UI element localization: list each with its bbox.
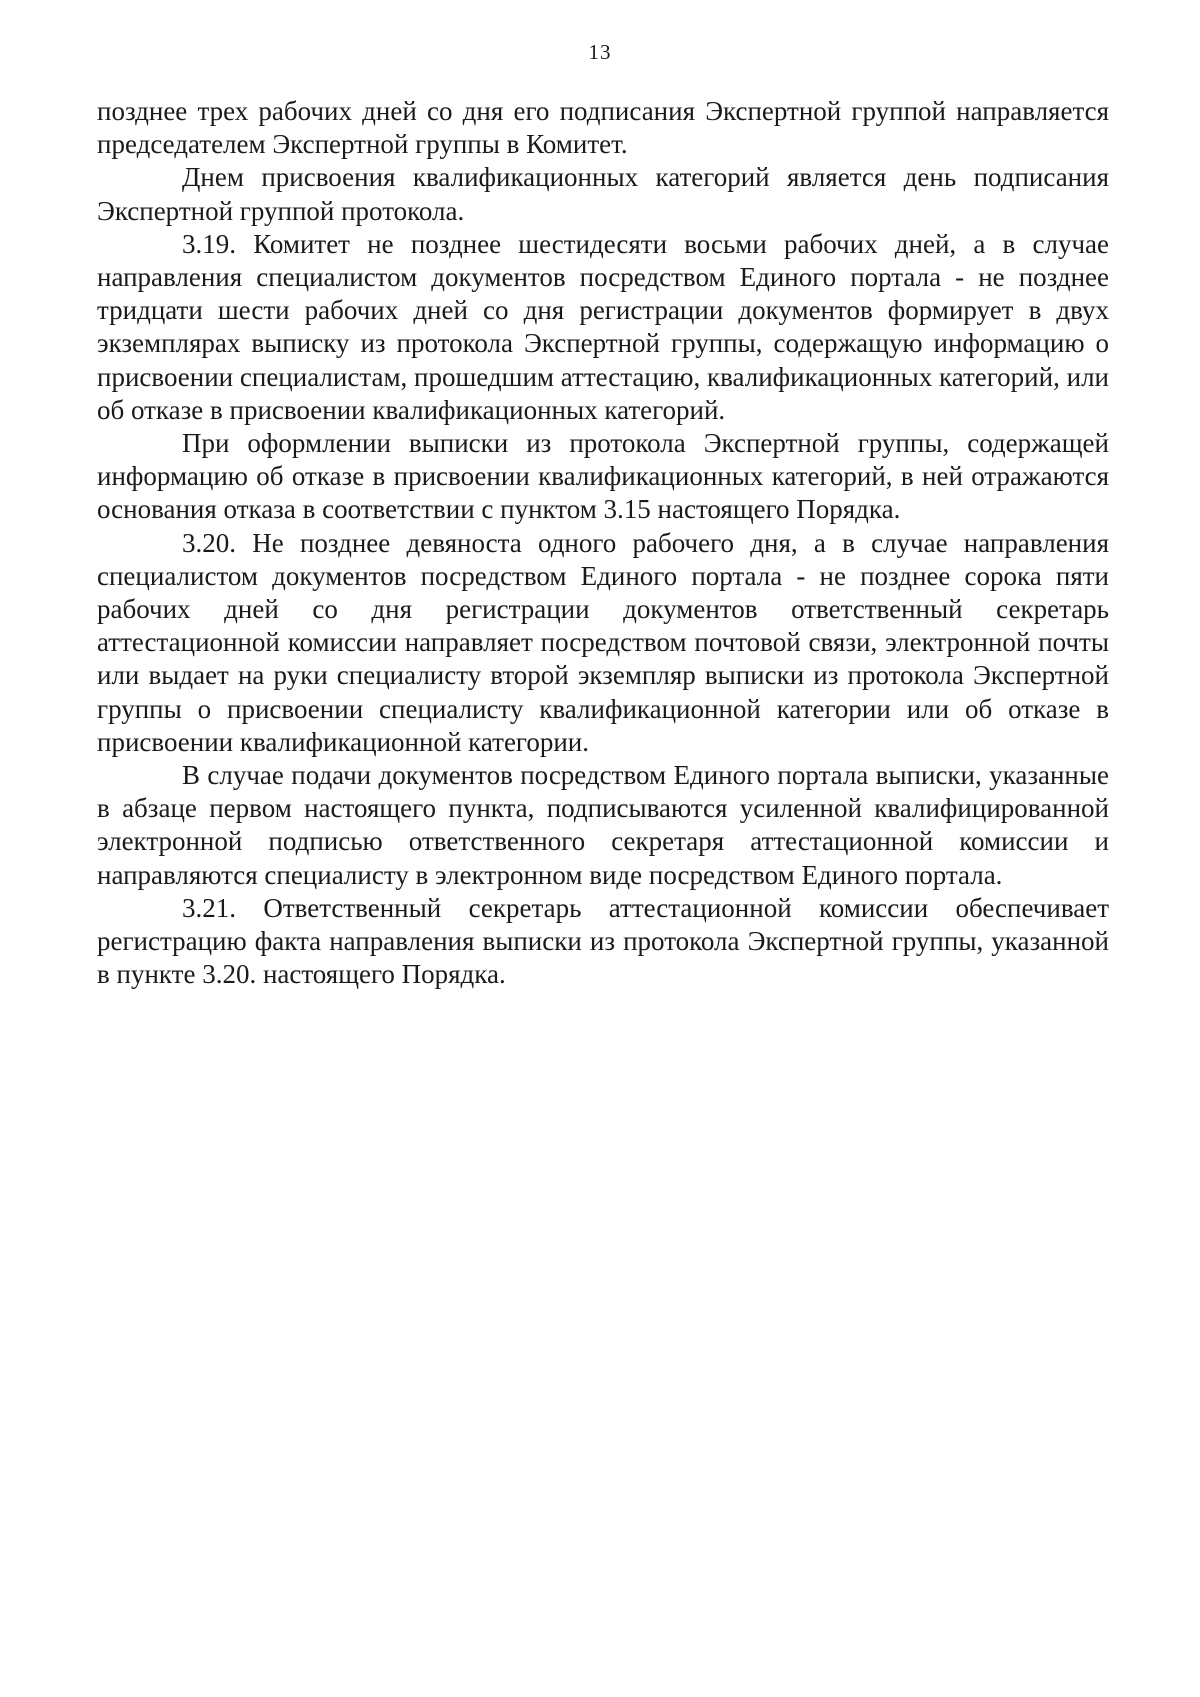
paragraph-assignment-day: Днем присвоения квалификационных категорий является день подписания Экспертной группой протокола. bbox=[97, 162, 1109, 226]
paragraph-electronic-signature: В случае подачи документов посредством Единого портала выписки, указанные в абзаце первом настоящего пункта, подписываются усиленной квалифицированной электронной подписью ответственного секретаря аттестационной комиссии и направляются специалисту в электронном виде посредством Единого портала. bbox=[97, 760, 1109, 890]
paragraph-refusal-grounds: При оформлении выписки из протокола Экспертной группы, содержащей информацию об отказе в присвоении квалификационных категорий, в ней отражаются основания отказа в соответствии с пунктом 3.15 настоящего Порядка. bbox=[97, 428, 1109, 525]
paragraph-continuation: позднее трех рабочих дней со дня его подписания Экспертной группой направляется председателем Экспертной группы в Комитет. bbox=[97, 96, 1109, 160]
page-number: 13 bbox=[588, 40, 612, 64]
paragraph-clause-3-21: 3.21. Ответственный секретарь аттестационной комиссии обеспечивает регистрацию факта направления выписки из протокола Экспертной группы, указанной в пункте 3.20. настоящего Порядка. bbox=[97, 892, 1109, 990]
document-body bbox=[97, 95, 1109, 991]
paragraph-clause-3-19: 3.19. Комитет не позднее шестидесяти восьми рабочих дней, а в случае направления специалистом документов посредством Единого портала - не позднее тридцати шести рабочих дней со дня регистрации документов формирует в двух экземплярах выписку из протокола Экспертной группы, содержащую информацию о присвоении специалистам, прошедшим аттестацию, квалификационных категорий, или об отказе в присвоении квалификационных категорий. bbox=[97, 228, 1109, 425]
paragraph-clause-3-20: 3.20. Не позднее девяноста одного рабочего дня, а в случае направления специалистом документов посредством Единого портала - не позднее сорока пяти рабочих дней со дня регистрации документов ответственный секретарь аттестационной комиссии направляет посредством почтовой связи, электронной почты или выдает на руки специалисту второй экземпляр выписки из протокола Экспертной группы о присвоении специалисту квалификационной категории или об отказе в присвоении квалификационной категории. bbox=[97, 527, 1109, 757]
